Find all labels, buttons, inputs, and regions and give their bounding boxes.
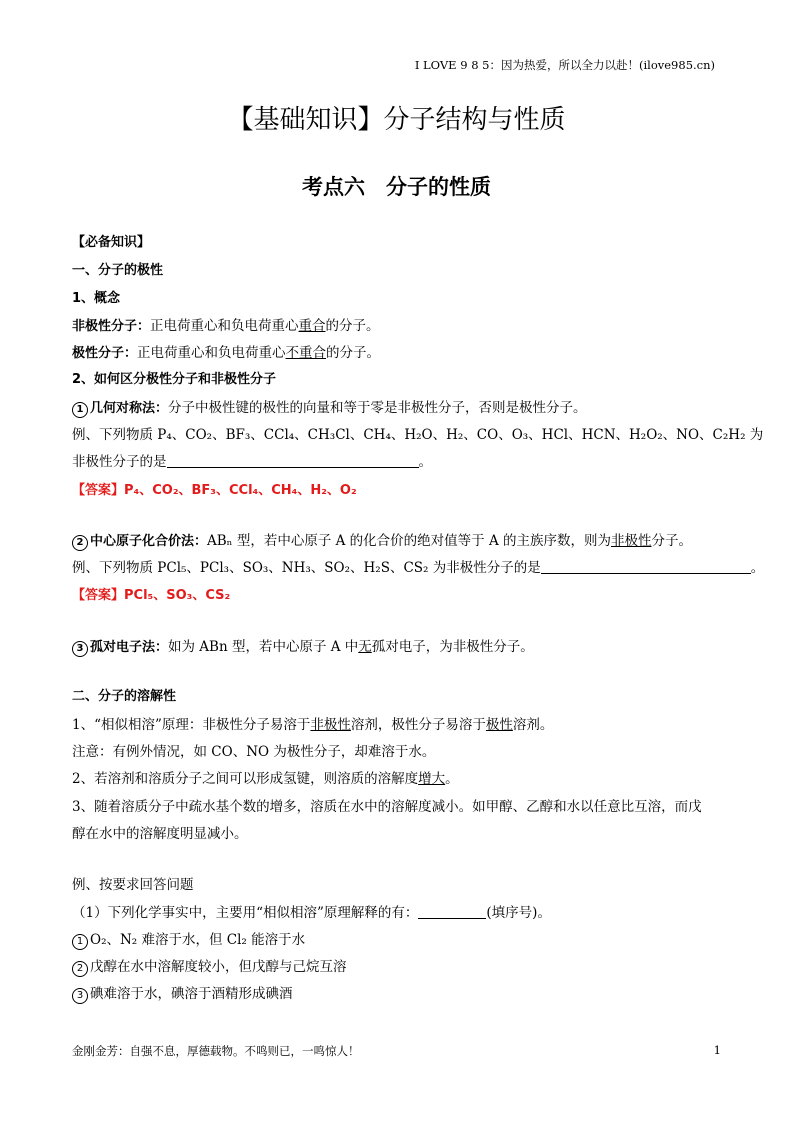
circled-number: 2 bbox=[72, 961, 88, 977]
answer-blank[interactable] bbox=[541, 560, 751, 574]
example-title: 例、按要求回答问题 bbox=[72, 877, 194, 893]
answer-label: 【答案】 bbox=[72, 483, 125, 498]
distinguish-heading: 2、如何区分极性分子和非极性分子 bbox=[72, 372, 277, 387]
method-3-label: 孤对电子法： bbox=[90, 640, 169, 655]
circled-number: 1 bbox=[72, 934, 88, 950]
key-term: 非极性 bbox=[310, 717, 351, 733]
answer-blank[interactable] bbox=[167, 454, 419, 468]
key-term: 无 bbox=[358, 639, 372, 655]
key-term: 非极性 bbox=[610, 533, 652, 549]
key-term: 增大 bbox=[418, 771, 446, 787]
method-1-label: 几何对称法： bbox=[90, 401, 169, 416]
method-3: 3 孤对电子法：如为 ABn 型，若中心原子 A 中无孤对电子，为非极性分子。 bbox=[72, 638, 534, 657]
solubility-note: 注意：有例外情况，如 CO、NO 为极性分子，却难溶于水。 bbox=[72, 744, 436, 760]
example-1-line-2: 非极性分子的是 。 bbox=[72, 454, 432, 470]
nonpolar-definition: 非极性分子：正电荷重心和负电荷重心重合的分子。 bbox=[72, 318, 380, 334]
section-2-heading: 二、分子的溶解性 bbox=[72, 689, 177, 704]
polar-definition: 极性分子：正电荷重心和负电荷重心不重合的分子。 bbox=[72, 345, 381, 361]
key-term: 不重合 bbox=[285, 345, 327, 361]
answer-2 bbox=[72, 586, 230, 605]
method-2-label: 中心原子化合价法： bbox=[90, 534, 208, 549]
method-1: 1 几何对称法：分子中极性键的极性的向量和等于零是非极性分子，否则是极性分子。 bbox=[72, 399, 587, 418]
solubility-point-2: 2、若溶剂和溶质分子之间可以形成氢键，则溶质的溶解度增大。 bbox=[72, 771, 459, 787]
circled-number: 1 bbox=[72, 402, 88, 418]
answer-text: PCl₅、SO₃、CS₂ bbox=[124, 588, 231, 603]
nonpolar-label: 非极性分子： bbox=[72, 319, 151, 334]
concept-heading: 1、概念 bbox=[72, 291, 121, 306]
answer-1 bbox=[72, 481, 357, 500]
page-header: I LOVE 9 8 5：因为热爱，所以全力以赴！(ilove985.cn) bbox=[414, 58, 715, 72]
solubility-point-3-line-1: 3、随着溶质分子中疏水基个数的增多，溶质在水中的溶解度减小。如甲醇、乙醇和水以任意比互溶，而戊 bbox=[72, 799, 702, 815]
circled-number: 3 bbox=[72, 641, 88, 657]
option-2: 2 戊醇在水中溶解度较小，但戊醇与己烷互溶 bbox=[72, 958, 347, 977]
key-term: 极性 bbox=[485, 717, 513, 733]
section-required-label: 【必备知识】 bbox=[72, 235, 151, 250]
polar-label: 极性分子： bbox=[72, 346, 138, 361]
circled-number: 3 bbox=[72, 988, 88, 1004]
circled-number: 2 bbox=[72, 535, 88, 551]
answer-label: 【答案】 bbox=[72, 588, 125, 603]
page-number: 1 bbox=[713, 1043, 721, 1057]
solubility-point-3-line-2: 醇在水中的溶解度明显减小。 bbox=[72, 826, 248, 842]
footer-motto: 金刚金芳：自强不息，厚德载物。不鸣则已，一鸣惊人！ bbox=[72, 1044, 360, 1058]
example-1-line-1: 例、下列物质 P₄、CO₂、BF₃、CCl₄、CH₃Cl、CH₄、H₂O、H₂、CO、O₃、HCl、HCN、H₂O₂、NO、C₂H₂ 为 bbox=[72, 427, 764, 443]
document-title: 【基础知识】分子结构与性质 bbox=[227, 105, 566, 135]
option-3: 3 碘难溶于水，碘溶于酒精形成碘酒 bbox=[72, 985, 293, 1004]
document-subtitle: 考点六 分子的性质 bbox=[302, 175, 491, 199]
option-1: 1 O₂、N₂ 难溶于水，但 Cl₂ 能溶于水 bbox=[72, 931, 305, 950]
section-1-heading: 一、分子的极性 bbox=[72, 263, 164, 278]
key-term: 重合 bbox=[298, 318, 326, 334]
question-1: （1）下列化学事实中，主要用“相似相溶”原理解释的有： (填序号)。 bbox=[72, 905, 551, 921]
example-2: 例、下列物质 PCl₅、PCl₃、SO₃、NH₃、SO₂、H₂S、CS₂ 为非极性分子的是 。 bbox=[72, 560, 765, 576]
answer-text: P₄、CO₂、BF₃、CCl₄、CH₄、H₂、O₂ bbox=[124, 483, 357, 498]
answer-blank[interactable] bbox=[418, 905, 486, 919]
solubility-point-1: 1、“相似相溶”原理：非极性分子易溶于非极性溶剂，极性分子易溶于极性溶剂。 bbox=[72, 717, 554, 733]
method-2: 2 中心原子化合价法：ABₙ 型，若中心原子 A 的化合价的绝对值等于 A 的主族序数，则为非极性分子。 bbox=[72, 532, 692, 551]
